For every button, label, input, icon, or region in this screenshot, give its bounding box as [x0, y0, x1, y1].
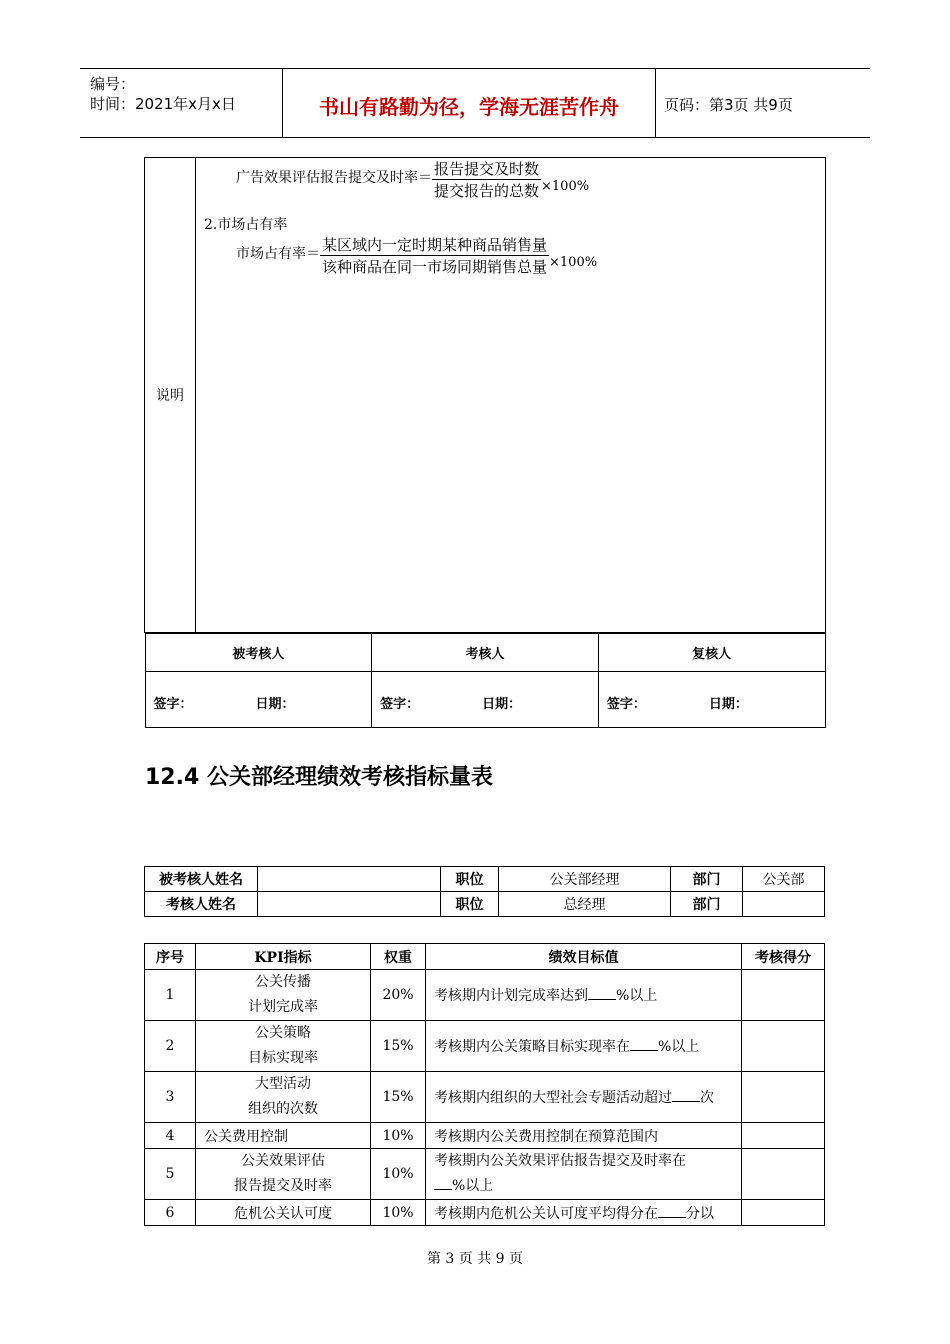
position-label: 职位 [441, 892, 499, 917]
date-label: 日期： [255, 697, 295, 712]
date-label: 日期： [708, 697, 748, 712]
kpi-row-name [196, 1072, 371, 1123]
appraisee-name-label: 被考核人姓名 [145, 867, 258, 892]
header-motto: 书山有路勤为径，学海无涯苦作舟 [319, 95, 619, 119]
appraisee-department-value: 公关部 [743, 867, 825, 892]
target-suffix: 分以 [686, 1205, 714, 1222]
formula-ad-timely-rate [236, 158, 589, 201]
kpi-row-weight: 10% [371, 1149, 426, 1200]
sign-label: 签字： [606, 697, 646, 712]
kpi-row-name: 危机公关认可度 [196, 1200, 371, 1226]
kpi-row-name [196, 1021, 371, 1072]
target-text: 考核期内组织的大型社会专题活动超过 [434, 1090, 672, 1106]
kpi-row-name [196, 1149, 371, 1200]
kpi-row-target [426, 970, 742, 1021]
position-label: 职位 [441, 867, 499, 892]
kpi-row-weight: 10% [371, 1123, 426, 1149]
fill-blank[interactable] [630, 1038, 658, 1051]
target-suffix: %以上 [452, 1178, 494, 1194]
header-right-cell [656, 69, 870, 137]
kpi-row-no: 3 [145, 1072, 196, 1123]
sig-header-appraisee: 被考核人 [145, 634, 372, 672]
section-title: 12.4 公关部经理绩效考核指标量表 [145, 765, 493, 790]
item-market-share: 2.市场占有率 [204, 217, 288, 233]
department-label: 部门 [671, 867, 743, 892]
kpi-name-line2: 计划完成率 [248, 999, 318, 1015]
doc-time-label: 时间：2021年x月x日 [90, 95, 236, 113]
target-suffix: %以上 [616, 988, 658, 1004]
kpi-row-no: 5 [145, 1149, 196, 1200]
appraisee-position-value: 公关部经理 [499, 867, 671, 892]
kpi-header-weight: 权重 [371, 944, 426, 970]
formula1-denominator: 提交报告的总数 [434, 182, 540, 200]
formula1-numerator: 报告提交及时数 [434, 160, 540, 178]
kpi-name-line2: 组织的次数 [248, 1101, 318, 1117]
kpi-row-weight: 15% [371, 1021, 426, 1072]
kpi-row-no: 2 [145, 1021, 196, 1072]
fill-blank[interactable] [658, 1205, 686, 1218]
kpi-header-kpi: KPI指标 [196, 944, 371, 970]
appraisee-name-value[interactable] [258, 867, 441, 892]
header-center-cell [283, 69, 656, 137]
fill-blank[interactable] [588, 987, 616, 1000]
kpi-row-target [426, 1072, 742, 1123]
kpi-row-no: 4 [145, 1123, 196, 1149]
kpi-row-score[interactable] [742, 1123, 825, 1149]
kpi-row-score[interactable] [742, 1021, 825, 1072]
formula-market-share [236, 234, 597, 277]
kpi-row-weight: 20% [371, 970, 426, 1021]
formula1-prefix: 广告效果评估报告提交及时率＝ [236, 169, 432, 186]
formula2-prefix: 市场占有率＝ [236, 245, 320, 262]
department-label: 部门 [671, 892, 743, 917]
table-row [145, 1200, 825, 1226]
kpi-name-line1: 公关策略 [255, 1025, 311, 1041]
signature-wrapper [145, 633, 826, 729]
sig-cell-appraisee [145, 672, 372, 728]
kpi-row-score[interactable] [742, 1200, 825, 1226]
appraiser-name-value[interactable] [258, 892, 441, 917]
target-suffix: %以上 [658, 1039, 700, 1055]
sig-cell-appraiser [372, 672, 599, 728]
table-row [145, 1123, 825, 1149]
explanation-label-cell [145, 158, 196, 633]
appraiser-department-value[interactable] [743, 892, 825, 917]
date-label: 日期： [482, 697, 522, 712]
kpi-header-no: 序号 [145, 944, 196, 970]
kpi-name-line2: 目标实现率 [248, 1050, 318, 1066]
fill-blank[interactable] [434, 1177, 452, 1190]
explanation-content-cell [196, 158, 826, 633]
appraiser-name-label: 考核人姓名 [145, 892, 258, 917]
formula1-suffix: ×100% [541, 178, 590, 194]
kpi-row-name: 公关费用控制 [196, 1123, 371, 1149]
kpi-header-score: 考核得分 [742, 944, 825, 970]
kpi-table [144, 943, 825, 1226]
target-text: 考核期内计划完成率达到 [434, 988, 588, 1004]
doc-code-label: 编号： [90, 75, 136, 93]
explanation-label: 说明 [156, 388, 184, 404]
formula2-numerator: 某区域内一定时期某种商品销售量 [322, 236, 548, 254]
formula2-denominator: 该种商品在同一市场同期销售总量 [322, 258, 548, 276]
kpi-name-line2: 报告提交及时率 [234, 1178, 332, 1194]
fill-blank[interactable] [672, 1089, 700, 1102]
kpi-header-target: 绩效目标值 [426, 944, 742, 970]
kpi-row-no: 1 [145, 970, 196, 1021]
kpi-row-score[interactable] [742, 1072, 825, 1123]
table-row [145, 1149, 825, 1200]
kpi-name-line1: 公关传播 [255, 974, 311, 990]
table-row [145, 970, 825, 1021]
kpi-row-score[interactable] [742, 1149, 825, 1200]
kpi-row-target: 考核期内公关费用控制在预算范围内 [426, 1123, 742, 1149]
formula1-fraction [432, 158, 541, 201]
kpi-row-target [426, 1149, 742, 1200]
table-row [145, 1021, 825, 1072]
sign-label: 签字： [380, 697, 420, 712]
kpi-name-line1: 公关效果评估 [241, 1153, 325, 1169]
kpi-row-weight: 15% [371, 1072, 426, 1123]
kpi-row-target [426, 1021, 742, 1072]
kpi-row-name [196, 970, 371, 1021]
page-footer: 第 3 页 共 9 页 [426, 1251, 524, 1267]
target-text: 考核期内公关效果评估报告提交及时率在 [434, 1153, 686, 1169]
sig-cell-reviewer [598, 672, 825, 728]
kpi-row-target [426, 1200, 742, 1226]
signature-table [145, 633, 826, 728]
formula2-fraction [320, 234, 549, 277]
header-page-info: 页码：第3页 共9页 [664, 96, 793, 114]
kpi-row-weight: 10% [371, 1200, 426, 1226]
page-header [80, 68, 870, 138]
sig-header-reviewer: 复核人 [598, 634, 825, 672]
explanation-table [144, 157, 826, 728]
kpi-row-score[interactable] [742, 970, 825, 1021]
header-left-cell [80, 69, 283, 137]
formula2-suffix: ×100% [549, 254, 598, 270]
target-suffix: 次 [700, 1090, 714, 1106]
info-table [144, 866, 825, 917]
sign-label: 签字： [153, 697, 193, 712]
sig-header-appraiser: 考核人 [372, 634, 599, 672]
table-row [145, 1072, 825, 1123]
kpi-name-line1: 大型活动 [255, 1076, 311, 1092]
target-text: 考核期内公关策略目标实现率在 [434, 1039, 630, 1055]
kpi-row-no: 6 [145, 1200, 196, 1226]
target-text: 考核期内危机公关认可度平均得分在 [434, 1205, 658, 1222]
appraiser-position-value: 总经理 [499, 892, 671, 917]
